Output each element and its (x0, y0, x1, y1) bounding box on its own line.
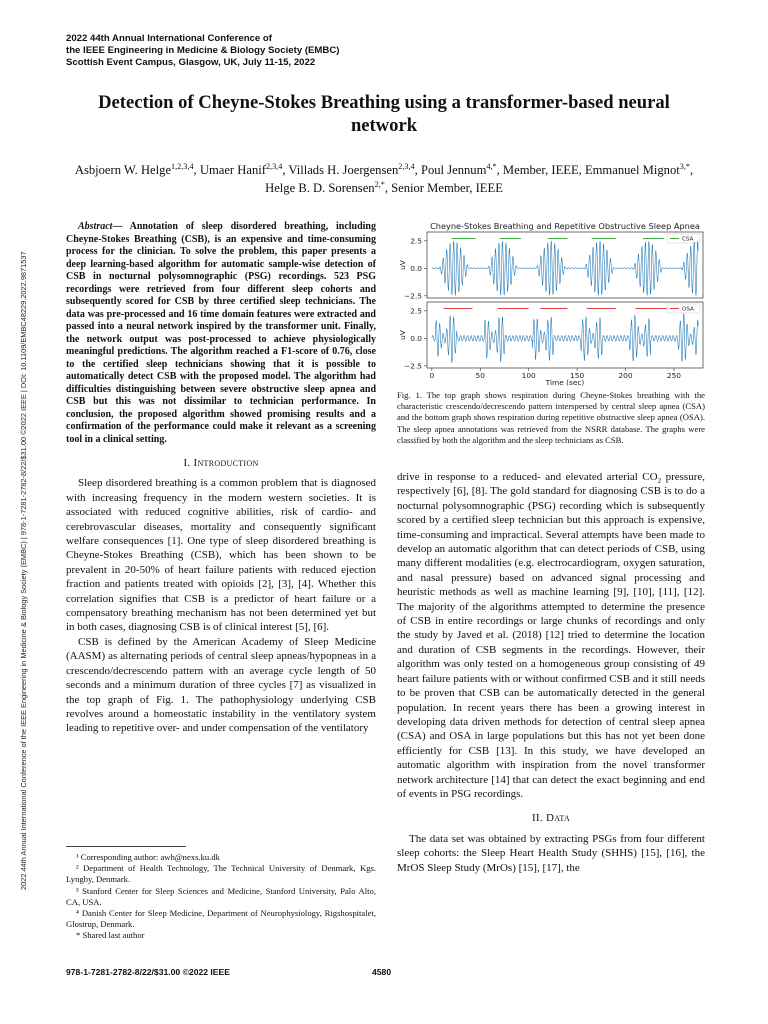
signal-line-1 (432, 241, 698, 296)
doi-sidebar (8, 130, 28, 890)
footnotes (66, 852, 376, 942)
y-tick-label: 2.5 (410, 306, 422, 316)
y-tick-label: 2.5 (410, 236, 422, 246)
footnote-rule (66, 846, 186, 847)
abstract (66, 221, 376, 446)
y-tick-label: −2.5 (404, 361, 422, 371)
x-tick-label: 0 (429, 371, 435, 380)
abstract-text: — Annotation of sleep disordered breathing, including Cheyne-Stokes Breathing (CSB), is an expensive and time-consuming process for the clinician. To solve the problem, this paper presents a deep learning-based algorithm for automatic sample-wise detection of CSB in nocturnal polysomnographic (PSG) recordings. 523 PSG recordings were retrieved from four different sleep cohorts and subsequently scored for CSB by three certified sleep technicians. The data was pre-processed and 16 time domain features were extracted and passed into a neural network inspired by the transformer unit. Finally, the network output was post-processed to achieve physiologically meaningful predictions. The algorithm reached a F1-score of 0.76, close to the certified sleep technicians showing that it is possible to automatically detect CSB with the proposed model. The algorithm had difficulties distinguishing between severe obstructive sleep apnea and CSB but this was not dissimilar to technician performance. In conclusion, the proposed algorithm showed promising results and a confirmation of the performance could make it relevant as a screening tool in a clinical setting. (66, 221, 376, 445)
chart-title: Cheyne-Stokes Breathing and Repetitive Obstructive Sleep Apnea (430, 221, 700, 231)
conference-line-1: 2022 44th Annual International Conference of (66, 33, 272, 44)
conference-header (66, 33, 339, 69)
x-tick-label: 200 (618, 371, 633, 380)
footnote-2: ² Department of Health Technology, The Technical University of Denmark, Kgs. Lyngby, Denmark. (66, 863, 376, 885)
figure-1 (397, 218, 707, 386)
legend-label: CSA (682, 236, 694, 243)
y-axis-label: uV (398, 260, 407, 270)
x-tick-label: 150 (570, 371, 585, 380)
y-tick-label: 0.0 (410, 333, 422, 343)
signal-line-2 (432, 314, 698, 363)
y-tick-label: 0.0 (410, 263, 422, 273)
footnote-1: ¹ Corresponding author: awh@nexs.ku.dk (76, 852, 220, 862)
x-tick-label: 100 (521, 371, 536, 380)
page-number: 4580 (372, 967, 392, 977)
left-column (66, 221, 376, 736)
figure-1-plot (397, 218, 707, 386)
plot-frame-1 (427, 232, 703, 298)
intro-paragraph-2: CSB is defined by the American Academy of Sleep Medicine (AASM) as alternating periods of central sleep apneas/hypopneas in a crescendo/decrescendo pattern with an average cycle length of 50 seconds and a minimum duration of three cycles [7] as visualized in the top graph of Fig. 1. The pathophysiology underlying CSB revolves around a homeostatic instability in the ventilatory system leading to repetitive over- and under compensation of the ventilatory (66, 635, 376, 735)
intro-paragraph-3: drive in response to a reduced- and elevated arterial $CO_2$ pressure, respectively [6], [8]. The gold standard for diagnosing CSB is to do a nocturnal polysomnographic (PSG) recording which is subsequently scored by a certified sleep technician but this approach is expensive, time-consuming and impractical. Several attempts have been made to develop an automatic algorithm that can detect periods of CSB, using many different modalities (e.g. electrocardiogram, oxygen saturation, and nasal pressure) based on advanced signal processing and heuristic methods as well as machine learning [9], [10], [11], [12]. The majority of the algorithms attempted to determine the presence of CSB in entire recordings or large chunks of recordings and only the study by Javed et al. (2018) [12] tried to determine the location and duration of CSB segments in the recordings. However, their algorithm was only tested on a homogeneous group consisting of 49 heart failure patients with or without confirmed CSB and it still needs to be proven that CSB can be automatically detected in the general population. In recent years there has been a growing interest in developing data driven methods for detection of central sleep apnea (CSA) and OSA in large populations but this has not yet been done efficiently for CSB [13]. In this study, we have developed an automatic algorithm with inspiration from the novel transformer network architecture [14] that can detect the exact beginning and end of events in PSG recordings. (397, 471, 705, 800)
footnote-3: ³ Stanford Center for Sleep Sciences and Medicine, Stanford University, Palo Alto, CA, USA. (66, 885, 376, 907)
author-list: Asbjoern W. Helge$^{1,2,3,4}$, Umaer Hanif$^{2,3,4}$, Villads H. Joergensen$^{2,3,4}$, Poul Jennum$^{4,*}$, Member, IEEE, Emmanuel Mignot$^{3,*}$, Helge B. D. Sorensen$^{2,*}$, Senior Member, IEEE (74, 161, 694, 195)
y-axis-label: uV (398, 330, 407, 340)
right-column (397, 470, 705, 875)
section-heading-introduction: I. Introduction (183, 457, 259, 469)
x-axis-label: Time (sec) (545, 378, 585, 386)
paper-title: Detection of Cheyne-Stokes Breathing using a transformer-based neural network (98, 92, 670, 136)
footnote-5: * Shared last author (76, 930, 145, 941)
data-paragraph-1: The data set was obtained by extracting PSGs from four different sleep cohorts: the Sleep Heart Health Study (SHHS) [15], [16], the MrOS Sleep Study (MrOs) [15], [17], the (397, 832, 705, 874)
x-tick-label: 50 (475, 371, 485, 380)
footer-isbn: 978-1-7281-2782-8/22/$31.00 ©2022 IEEE (66, 967, 231, 977)
abstract-label: Abstract (78, 221, 113, 232)
legend-label: OSA (682, 306, 694, 313)
figure-1-caption: Fig. 1. The top graph shows respiration during Cheyne-Stokes breathing with the characteristic crescendo/decrescendo pattern interspersed by central sleep apnea (CSA) and the bottom graph shows respiration during repetitive obstructive sleep apnea (OSA). The sleep apnea annotations was retrieved from the NSRR database. The graphs were classified by both the algorithm and the sleep technicians as CSB. (397, 390, 705, 445)
y-tick-label: −2.5 (404, 291, 422, 301)
intro-paragraph-1: Sleep disordered breathing is a common problem that is diagnosed with increasing frequency in the modern western societies. It is associated with reduced cognitive abilities, risk of cardio- and cerebrovascular diseases, mortality and consequently significant welfare consequences [1]. One type of sleep disordered breathing is Cheyne-Stokes Breathing (CSB), which has been shown to be prevalent in 20-50% of heart failure patients with reduced ejection fraction and patients treated with opioids [2], [3], [4]. Whether this correlation signifies that CSB is a predictor of heart failure or a compensatory breathing mechanism has not been determined yet but in both cases, diagnosing CSB is of clinical interest [5], [6]. (66, 477, 376, 634)
doi-sidebar-text: 2022 44th Annual International Conference of the IEEE Engineering in Medicine & Biology Society (EMBC) | 978-1-7281-2782-8/22/$31.00 ©2022 IEEE | DOI: 10.1109/EMBC48229.2022.9871537 (19, 251, 28, 890)
conference-line-2: the IEEE Engineering in Medicine & Biology Society (EMBC) (66, 45, 340, 56)
section-heading-data: II. Data (531, 812, 571, 825)
plot-frame-2 (427, 302, 703, 368)
conference-line-3: Scottish Event Campus, Glasgow, UK, July 11-15, 2022 (66, 57, 316, 68)
footnote-4: ⁴ Danish Center for Sleep Medicine, Department of Neurophysiology, Rigshospitalet, Glostrup, Denmark. (66, 908, 376, 930)
x-tick-label: 250 (666, 371, 682, 380)
